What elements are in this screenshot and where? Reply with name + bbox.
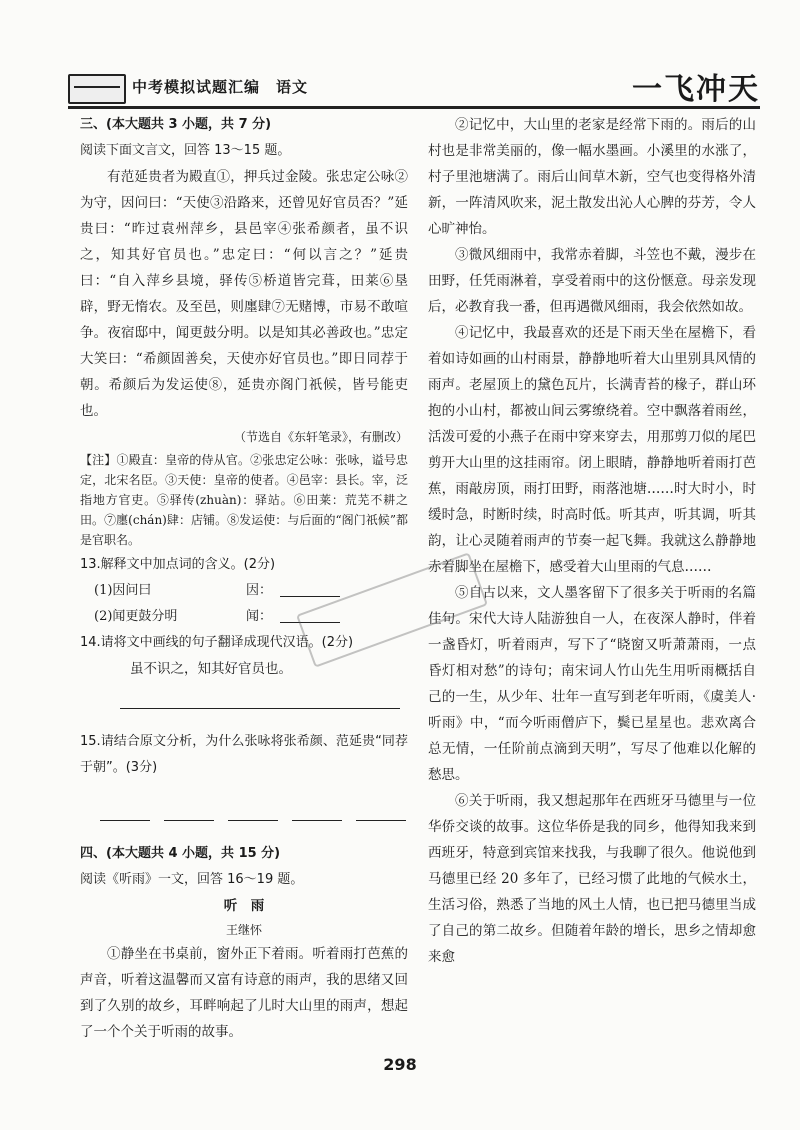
page-header <box>68 60 760 107</box>
header-brand: 一飞冲天 <box>632 72 760 107</box>
essay-paragraph-5: ⑤自古以来，文人墨客留下了很多关于听雨的名篇佳句。宋代大诗人陆游独自一人，在夜深人静时，伴着一盏昏灯，听着雨声，写下了“晓窗又听萧萧雨，一点昏灯相对愁”的诗句；南宋词人竹山先生用听雨概括自己的一生，从少年、壮年一直写到老年听雨，《虞美人·听雨》中，“而今听雨僧庐下，鬓已星星也。悲欢离合总无情，一任阶前点滴到天明”，写尽了他难以化解的愁思。 <box>428 585 756 783</box>
right-column <box>428 112 756 970</box>
q14-sentence: 虽不识之，知其好官员也。 <box>130 661 292 677</box>
essay-paragraph-3: ③微风细雨中，我常赤着脚，斗笠也不戴，漫步在田野，任凭雨淋着，享受着雨中的这份惬意。母亲发现后，必教育我一番，但再遇微风细雨，我会依然如故。 <box>428 247 756 315</box>
section4-instruction: 阅读《听雨》一文，回答 16～19 题。 <box>80 872 304 887</box>
q13-answer-blank[interactable] <box>280 578 340 597</box>
passage-source: （节选自《东轩笔录》，有删改） <box>233 430 408 444</box>
q13-item-text: (1)因问曰 <box>94 583 152 598</box>
passage-notes: 【注】①殿直：皇帝的侍从官。②张忠定公咏：张咏，谥号忠定，北宋名臣。③天使：皇帝的使者。④邑宰：县长。宰，泛指地方官吏。⑤驿传(zhuàn)：驿站。⑥田莱：荒芜不耕之田。⑦廛(chán)肆：店铺。⑧发运使：与后面的“阁门祇候”都是官职名。 <box>80 453 408 547</box>
q13-item-label: 因： <box>245 583 272 598</box>
section3-instruction: 阅读下面文言文，回答 13～15 题。 <box>80 143 291 158</box>
book-logo-icon <box>68 74 126 104</box>
question-15: 15.请结合原文分析，为什么张咏将张希颜、范延贵“同荐于朝”。(3分) <box>80 734 408 775</box>
section3-title: 三、(本大题共 3 小题，共 7 分) <box>80 117 272 132</box>
page-number: 298 <box>383 1055 417 1074</box>
header-title: 中考模拟试题汇编 语文 <box>132 78 309 96</box>
question-13: 13.解释文中加点词的含义。(2分) <box>80 557 276 572</box>
essay-paragraph-2: ②记忆中，大山里的老家是经常下雨的。雨后的山村也是非常美丽的，像一幅水墨画。小溪里的水涨了，村子里池塘满了。雨后山间草木新，空气也变得格外清新，一阵清风吹来，泥土散发出沁人心脾的芬芳，令人心旷神怡。 <box>428 117 756 237</box>
classical-passage: 有范延贵者为殿直①，押兵过金陵。张忠定公咏②为守，因问曰：“天使③沿路来，还曾见好官员否？”延贵曰：“昨过袁州萍乡，县邑宰④张希颜者，虽不识之，知其好官员也。”忠定曰：“何以言之？”延贵曰：“自入萍乡县境，驿传⑤桥道皆完葺，田莱⑥垦辟，野无惰农。及至邑，则廛肆⑦无赌博，市易不敢喧争。夜宿邸中，闻更鼓分明。以是知其必善政也。”忠定大笑曰：“希颜固善矣，天使亦好官员也。”即日同荐于朝。希颜后为发运使⑧，延贵亦阁门祇候，皆号能吏也。 <box>80 169 408 419</box>
essay-author: 王继怀 <box>225 923 262 937</box>
essay-paragraph-1: ①静坐在书桌前，窗外正下着雨。听着雨打芭蕉的声音，听着这温馨而又富有诗意的雨声，我的思绪又回到了久别的故乡，耳畔响起了儿时大山里的雨声，想起了一个个关于听雨的故事。 <box>80 946 408 1040</box>
q13-item-label: 闻： <box>245 609 272 624</box>
question-14: 14.请将文中画线的句子翻译成现代汉语。(2分) <box>80 635 354 650</box>
q14-answer-line[interactable] <box>120 682 400 709</box>
essay-title: 听 雨 <box>223 898 265 914</box>
essay-paragraph-4: ④记忆中，我最喜欢的还是下雨天坐在屋檐下，看着如诗如画的山村雨景，静静地听着大山里别具风情的雨声。老屋顶上的黛色瓦片，长满青苔的椽子，群山环抱的小山村，都被山间云雾缭绕着。空中飘落着雨丝，活泼可爱的小燕子在雨中穿来穿去，用那剪刀似的尾巴剪开大山里的这挂雨帘。闭上眼睛，静静地听着雨打芭蕉，雨敲房顶，雨打田野，雨落池塘……时大时小，时缓时急，时断时续，时高时低。听其声，听其调，听其韵，让心灵随着雨声的节奏一起飞舞。我就这么静静地赤着脚坐在屋檐下，感受着大山里雨的气息…… <box>428 325 756 575</box>
essay-paragraph-6: ⑥关于听雨，我又想起那年在西班牙马德里与一位华侨交谈的故事。这位华侨是我的同乡，他得知我来到西班牙，特意到宾馆来找我，与我聊了很久。他说他到马德里已经 20 多年了，已经习惯了此地的气候水土，生活习俗，熟悉了当地的风土人情，也已把马德里当成了自己的第二故乡。但随着年龄的增长，思乡之情却愈来愈 <box>428 793 756 965</box>
header-divider <box>68 106 760 109</box>
q13-item-text: (2)闻更鼓分明 <box>94 609 178 624</box>
left-column <box>80 112 408 1045</box>
q15-answer-lines[interactable] <box>80 781 408 821</box>
section4-title: 四、(本大题共 4 小题，共 15 分) <box>80 846 281 861</box>
